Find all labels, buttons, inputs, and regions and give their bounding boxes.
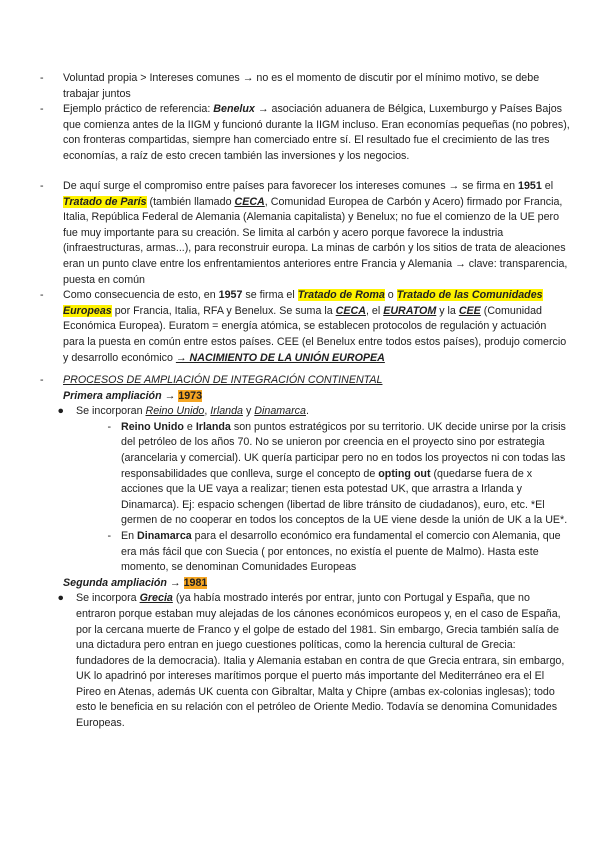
text-run: Tratado de París xyxy=(63,195,147,208)
bullet-dot: ● xyxy=(57,592,64,605)
text-run: Se incorpora xyxy=(76,592,140,605)
text-run: Irlanda xyxy=(195,420,231,433)
paragraph xyxy=(121,529,570,576)
dash-marker: - xyxy=(40,374,44,386)
text-run: EURATOM xyxy=(383,304,437,317)
text-run: En xyxy=(121,529,138,542)
text-run: opting out xyxy=(378,467,431,480)
paragraph xyxy=(63,288,570,366)
list-item xyxy=(40,71,570,102)
dash-marker: - xyxy=(40,72,44,84)
first-enlargement-year: 1973 xyxy=(178,389,203,402)
section-heading xyxy=(40,373,570,389)
text-run: (Comunidad Económica Europea). Euratom = energía atómica, se establecen protocolos de regulación y actuación para la puesta en común entre estos países. CEE (el Benelux entre todos estos países), produjo comercio y desarrollo económico xyxy=(63,304,567,364)
paragraph xyxy=(76,591,570,731)
section-title: PROCESOS DE AMPLIACIÓN DE INTEGRACIÓN CONTINENTAL xyxy=(63,374,383,386)
text-run: (ya había mostrado interés por entrar, junto con Portugal y España, que no entraron porque estaban muy alejadas de los cánones económicos europeos y, en el caso de España, por la cercana muerte de Franco y el golpe de estado del 1981. Sin embargo, Grecia también salía de una dictadura pero entran en juego cuestiones políticas, como la herencia cultural de Grecia: fundadores de la democracia). Italia y Alemania estaban en contra de que Grecia entrara, sin embargo, UK lo apadrinó por intereses marítimos porque el puerto más importante del Mediterráneo era el El Pireo en Atenas, además UK cuenta con Gibraltar, Malta y Chipre (ambas ex-colonias inglesas); todo esto le beneficia en su relación con el petróleo de Oriente Medio. Todavía se denomina Comunidades Europeas. xyxy=(76,592,565,730)
text-run: , xyxy=(204,405,211,418)
paragraph xyxy=(76,404,570,420)
paragraph xyxy=(63,71,570,102)
text-run: Reino Unido xyxy=(145,405,205,418)
first-enlargement-heading xyxy=(40,389,570,405)
text-run: el xyxy=(541,180,554,192)
text-run: Dinamarca xyxy=(137,529,192,542)
second-enlargement xyxy=(40,576,570,732)
list-item xyxy=(40,102,570,164)
list-item xyxy=(40,591,570,731)
text-run: para el desarrollo económico era fundamental el comercio con Alemania, que era más fácil que con Suecia ( por entonces, no existía el puente de Malmo). Hasta este momento, se denominan Comunidades Europeas xyxy=(121,529,561,574)
first-enlargement-label: Primera ampliación → xyxy=(63,389,176,402)
text-run: o xyxy=(384,289,397,302)
text-run: → asociación aduanera de Bélgica, Luxemburgo y Países Bajos que comienza antes de la IIGM y funcionó durante la IIGM incluso. Eran economías pequeñas (no pobres), con fronteras compartidas, siempre han comerciado entre sí. El resultado fue el crecimiento de las tres economías, a raíz de esto crecen también las inversiones y los negocios. xyxy=(63,103,570,162)
text-run: y la xyxy=(436,304,459,317)
list-item xyxy=(40,179,570,288)
dash-marker: - xyxy=(40,103,44,116)
text-run: 1957 xyxy=(218,289,243,302)
text-run: e xyxy=(183,420,196,433)
text-run: . xyxy=(305,405,309,418)
text-run: se firma el xyxy=(242,289,298,302)
list-item xyxy=(40,420,570,529)
dash-marker: - xyxy=(107,420,111,433)
text-run: Grecia xyxy=(139,592,173,605)
text-run: CECA xyxy=(335,304,366,317)
text-run: y xyxy=(242,405,255,418)
text-run: , el xyxy=(365,304,384,317)
second-enlargement-label: Segunda ampliación → xyxy=(63,576,181,589)
bullet-list-top xyxy=(40,71,570,165)
text-run: son puntos estratégicos por su territorio. UK decide unirse por la crisis del petróleo de los años 70. No se unieron por creencia en el proyecto sino por estrategia (arancelaria y comercial). UK quería participar pero no en todos los proyectos ni con todas las responsabilidades que conlleva, surge el concepto de xyxy=(121,420,566,480)
first-enlargement xyxy=(40,389,570,576)
text-run: , Comunidad Europea de Carbón y Acero) firmado por Francia, Italia, República Federal de Alemania (Alemania capitalista) y Benelux; no fue el comienzo de la UE pero fue muy importante para su creación. Se limita al carbón y acero porque favorece la industria (infraestructuras, armas...), para reconstruir europa. La minas de carbón y los sitios de trata de aleaciones eran un punto clave entre los enfrentamientos anteriores entre Francia y Alemania → clave: transparencia, puesta en común xyxy=(63,195,568,286)
section-ampliaciones xyxy=(40,373,570,732)
list-item xyxy=(40,404,570,420)
text-run: Voluntad propia > Intereses comunes → no es el momento de discutir por el mínimo motivo, se debe trabajar juntos xyxy=(63,72,540,100)
paragraph xyxy=(63,102,570,164)
text-run: Como consecuencia de esto, en xyxy=(63,289,219,302)
text-run: Dinamarca xyxy=(254,405,306,418)
text-run: (quedarse fuera de x acciones que la UE vaya a realizar; tienen esta potestad UK, que arrastra a Irlanda y Dinamarca). Ej: espacio schengen (libertad de libre tránsito de ciudadanos), euro, etc. *El germen de no cooperar en todos los conceptos de la UE viene desde la unión de UK a la UE*. xyxy=(121,467,568,527)
text-run: De aquí surge el compromiso entre países para favorecer los intereses comunes → se firma en xyxy=(63,180,519,192)
second-enlargement-year: 1981 xyxy=(183,576,208,589)
text-run: CECA xyxy=(234,195,265,208)
text-run: Tratado de las Comunidades Europeas xyxy=(63,289,543,317)
text-run: Ejemplo práctico de referencia: xyxy=(63,103,214,116)
list-item xyxy=(40,288,570,366)
text-run: Irlanda xyxy=(210,405,243,418)
list-item xyxy=(40,529,570,576)
text-run: Benelux xyxy=(213,103,255,116)
bullet-dot: ● xyxy=(57,405,64,418)
text-run: (también llamado xyxy=(146,195,235,208)
paragraph xyxy=(121,420,570,529)
text-run: → NACIMIENTO DE LA UNIÓN EUROPEA xyxy=(175,351,385,364)
dash-marker: - xyxy=(40,289,44,302)
bullet-list-mid xyxy=(40,179,570,366)
text-run: Se incorporan xyxy=(76,405,146,418)
dash-marker: - xyxy=(40,180,44,192)
text-run: Tratado de Roma xyxy=(297,289,385,302)
text-run: por Francia, Italia, RFA y Benelux. Se suma la xyxy=(111,304,336,317)
second-enlargement-heading xyxy=(40,576,570,592)
dash-marker: - xyxy=(107,529,111,542)
text-run: Reino Unido xyxy=(121,420,184,433)
paragraph xyxy=(63,179,570,288)
text-run: 1951 xyxy=(518,180,542,192)
text-run: CEE xyxy=(458,304,481,317)
